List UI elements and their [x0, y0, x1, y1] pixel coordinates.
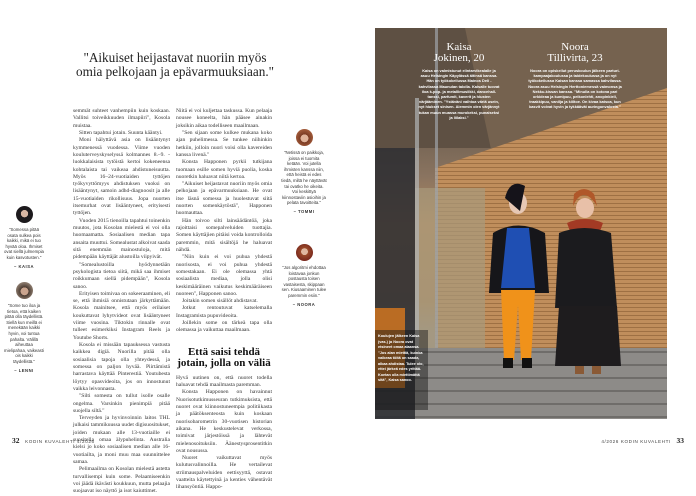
- paragraph: Moni hälyttävä asia on lisääntynyt kymmenessä vuodessa. Viime vuoden kouluterveyskyselyssä kolmannes 8.–9. -luokkalaisista tytöistä kertoi kokeneensa kohtalaista tai vaikeaa ahdistuneisuutta. Myös 16–24-vuotiaiden tyttöjen työkyvyttömyys ahdistuksen vuoksi on lisääntynyt, samoin adhd-diagnoosit ja alle 15-vuotiaiden rikollisuus. Jopa nuorten itsemurhat ovat lisääntyneet, erityisesti tyttöjen.: [73, 137, 170, 217]
- pull-quote-headline: "Aikuiset heijastavat nuoriin myös omia pelkojaan ja epävarmuuksiaan.": [76, 50, 274, 79]
- paragraph: Kosola ei missään tapauksessa vastusta kaikkea digiä. Nuorilla pitää olla sosiaalisia tapoja olla yhteydessä, ja somessa on paljon hyvää. Piirtämistä harrastava käyttää Pinterestiä. Youtubesta löytyy opasvideoita, jos on innostunut vaikka leivonnasta.: [73, 342, 170, 392]
- paragraph: "Aikuiset heijastavat nuoriin myös omia pelkojaan ja epävarmuuksiaan. He ovat itse läsnä somessa ja huolestuvat siitä nuorten somenkäytöstä", Happonen huomauttaa.: [176, 181, 272, 217]
- profile-name-line2: Tillivirta, 23: [547, 52, 603, 64]
- paragraph: "Niin kuin ei voi puhua yhdestä nuorisosta, ei voi puhua yhdestä somestakaan. Ei ole olemassa yhtä sosiaalista mediaa, jolla olisi keskimääräinen vaikutus keskimääräiseen nuoreen", Happonen sanoo.: [176, 254, 272, 297]
- profile-name-line1: Noora: [561, 41, 589, 53]
- quote-text: "Jos algoritmi ehdottaa loistavaa jonkun postausta toisen vastaisesta, skippaan sen. Kiusaaminen tulee paremmin esiin.": [281, 265, 327, 298]
- quote-text: "Some tuo iloa ja tietoa, että kaiken pitää olla täydellistä. Siellä kun meillä ei menekään kaikki hyvin, voi tuntua pahalta. Välillä aiheuttaa mielipahaa, vaikeasti ois kaikki täydellistä.": [4, 303, 44, 364]
- paragraph: Joitakin somen sisällöt ahdistavat.: [182, 298, 258, 305]
- footer-left: [12, 436, 95, 445]
- body-column-2: [176, 108, 272, 492]
- page-number: 33: [676, 436, 684, 445]
- paragraph: Terveyden ja hyvinvoinnin laitos THL julkaisi tammikuussa uudet digisuositukset, joiden mukaan alle 13-vuotiaille ei suositella omaa älypuhelinta. Australia kielsi jo koko sosiaalisen median alle 16-vuotiailta, ja moni muu maa suunnittelee samaa.: [73, 415, 170, 465]
- paragraph: "Somealustoilla hyödynnetään psykologista tietoa siitä, mikä saa ihmiset roikkumaan siellä pidempään", Kosola sanoo.: [73, 261, 170, 290]
- photo-caption: Koulujen jälkeen Kaisa (vas.) ja Noora ovat etsineet omaa alaansa. "Jos alan miettiä, kuinka vaikeaa töitä on saada, alkaa ahdistaa. Tulee olo, ettei järkeä edes yrittää. Koetan olla miettimättä sitä", Kaisa sanoo.: [378, 334, 424, 382]
- profile-noora: [525, 42, 625, 110]
- section-subheading: Että saisi tehdä jotain, jolla on väliä: [177, 345, 271, 370]
- footer-right: [601, 436, 684, 445]
- quote-lenni: [4, 282, 44, 373]
- quote-text: "Netissä on paikkoja, joissa ei tuomita ketään. Voi jutella ihmisten kanssa niin, että heistä ei edes tiedä, miltä he näyttävät tai ovatko he oikeita. Voi keskittyä kiinnostaviin asioihin ja pelata tavoitteita.": [281, 150, 327, 206]
- paragraph: Nuoret vaikuttavat myös kulutusvalinnoilla. He vertailevat striimauspalveluiden eettisyyttä, ostavat vaatteita käytettyinä ja kenties vähentävät lihansyöntiä. Happo-: [176, 455, 272, 491]
- paragraph: Hyvä uutinen on, että nuoret todella haluavat tehdä maailmasta paremman.: [176, 374, 272, 388]
- photo-caption-box: [375, 330, 428, 410]
- quote-text: "Somessa pitää osata sulkea pois kaikki, mikä ei tuo hyvää oloa. Ihmiset ovat siellä julmempia kuin kasvotusten.": [4, 227, 44, 260]
- issue-label: KODIN KUVALEHTI 4/2026: [25, 439, 95, 444]
- profile-bio: Kaisa on valmistunut elintarvikealalle ja asuu Helsingin Käpylässä äitinsä kanssa. Hän on työkokeilussa Mainos Deli -kahvilassa Maunulan talolla. Kaisalle tuovat iloa k-pop- ja metallimusiikki, dancehall-tanssi, parfumit, kaverit ja hiusten värjääminen. "Ystäväni vaihtoa väriä usein, nyt hiukset sinisen. Aiemmin olen värjännyt tukan muun muassa murokeksi, punaiseksi ja liilaksi.": [418, 68, 500, 120]
- page-number: 32: [12, 436, 20, 445]
- paragraph: Konsta Happonen on havainnut Nuorisotutkimusseuran tutkimuksista, että nuoret ovat kiinnostuneempia politiikasta ja päätöksenteosta kuin koskaan nuorisobarometrin 30-vuotisen historian aikana. He keskustelevat verkossa, toimivat järjestöissä ja lähtevät mielenosoituksiin. Äänestysprosentitkin ovat nousussa.: [176, 389, 272, 454]
- paragraph: Joillekin some on tärkeä tapa olla olemassa ja vaikuttaa maailmaan.: [176, 320, 272, 334]
- quote-author: – TOMMI: [293, 208, 315, 214]
- profile-bio: Noora on opiskellut peruskoulun jälkeen parturi-kampaajakoulussa ja taidekoulussa ja on nyt työkokeilussa Kaisan kanssa samassa kahvilassa. Noora asuu Helsingin Herttoniemessä vaimonsa ja Nekku-kissan kanssa. "Minulla on kotona pari orkideaa ja kumipuu, peikonlehti, anopinkieli, traakkipuu, vanilja ja kiiltoe. On kivaa katsoa, kun kasvit voivat hyvin ja tykkäävät auringonvalosta.": [528, 68, 622, 110]
- paragraph: Hän toivoo silti lainsäädäntöä, joka rajoittaisi somepalveluiden tuottajia. Somen käyttäjien pitäisi voida kontrolloida paremmin, mitä sisältöjä he haluavat nähdä.: [176, 217, 272, 253]
- profile-name-line2: Jokinen, 20: [433, 52, 485, 64]
- avatar: [296, 244, 313, 261]
- paragraph: semmät suhteet vanhempiin kuin koskaan. Vallitsi toiveikkuuden ilmapiiri", Kosola muistaa.: [73, 108, 170, 129]
- paragraph: "Sen sijaan some kulkee mukana koko ajan puhelimessa. Se tunkee niihinkin hetkiin, jolloin nuori voisi olla kavereiden kanssa livenä.": [176, 129, 272, 158]
- quote-noora: [281, 244, 327, 307]
- avatar: [296, 129, 313, 146]
- paragraph: Erityisen toimivaa on sokeeraaminen, eli se, että ihmisiä onnistutaan järkyttämään. Kosola mainitsee, että myös erilaiset koukuttavat lyhytvideot ovat lisääntyneet viime vuosina. Tiktokin rinnalle ovat tulleet esimerkiksi Instagram Reels ja Youtube Shorts.: [73, 290, 170, 341]
- paragraph: "Silti somesta on tullut isolle osalle ongelma. Varsinkin pienimpiä pitää suojella siltä.": [73, 393, 170, 414]
- quote-author: – NOORA: [292, 301, 316, 307]
- avatar: [16, 282, 33, 299]
- quote-tommi: [281, 129, 327, 215]
- paragraph: Pelimaailma on Kosolan mielestä astetta turvallisempi kuin some. Pelaamiseenkin voi jäädä ikävästi koukkuun, mutta pelaajia suojaavat iso näyttö ja isot kaiuttimet.: [73, 466, 170, 495]
- paragraph: Konsta Happonen pyrkii tutkijana tuomaan esille somen hyviä puolia, koska nuoretkin haluavat niitä kertoa.: [176, 159, 272, 180]
- profile-name-line1: Kaisa: [446, 41, 472, 53]
- avatar: [16, 206, 33, 223]
- quote-author: – LENNI: [14, 367, 34, 373]
- quote-kaisa: [4, 206, 44, 269]
- quote-author: – KAISA: [13, 263, 35, 269]
- paragraph: Jotkut rentoutuvat katselemalla Instagramista pupuvideoita.: [176, 305, 272, 319]
- paragraph: Niitä ei voi kuljettaa taskussa. Kun pelaaja nousee koneelta, hän pääsee ainakin joksikin aikaa todelliseen maailmaan.: [176, 108, 272, 129]
- issue-label: 4/2026 KODIN KUVALEHTI: [601, 439, 671, 444]
- paragraph: Sitten tapahtui jotain. Suunta kääntyi.: [79, 129, 163, 136]
- profile-kaisa: [418, 42, 500, 120]
- paragraph: Vuoden 2015 tienoilla tapahtui toinenkin muutos, jota Kosolan mielestä ei voi olla huomaamatta. Sosiaalisen median tapa ansaita muuttui. Somealustat alkoivat saada sitä enemmän mainostuloja, mitä pidempään käyttäjät alustoilla viipyivät.: [73, 217, 170, 261]
